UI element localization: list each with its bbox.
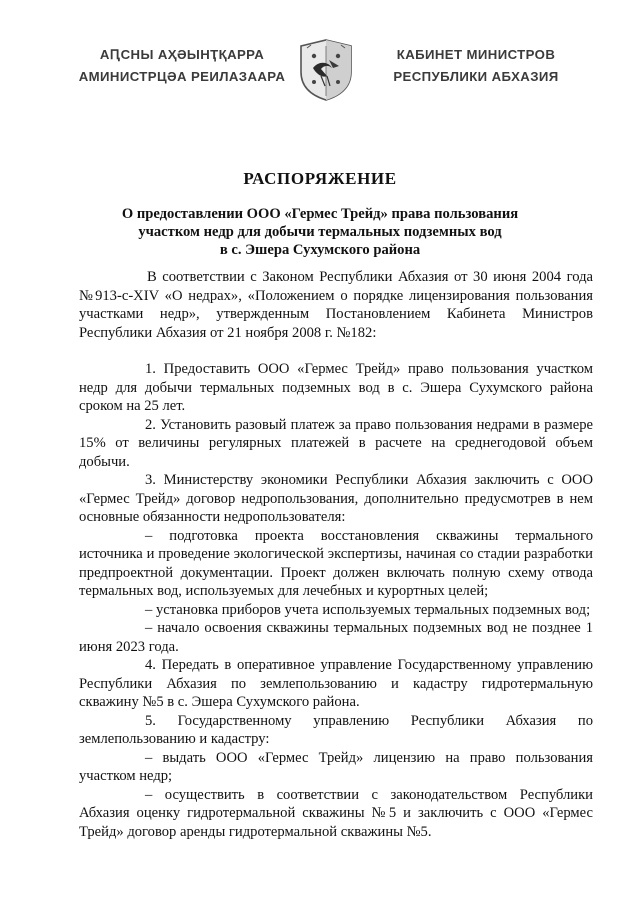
item-5-dash-1: – выдать ООО «Гермес Трейд» лицензию на право пользования участком недр; [79, 749, 593, 784]
subject-line2: участком недр для добычи термальных подземных вод [138, 224, 502, 240]
subject-line1: О предоставлении ООО «Гермес Трейд» права пользования [121, 206, 519, 222]
document-subject [120, 205, 520, 259]
header-abkhaz-title [72, 44, 292, 88]
abkhazia-coat-of-arms-icon [299, 38, 353, 102]
header-left-line2: АМИНИСТРЦӘА РЕИЛАЗААРА [78, 69, 286, 84]
subject-line3: в с. Эшера Сухумского района [219, 242, 421, 258]
document-body [79, 268, 593, 841]
item-3: 3. Министерству экономики Республики Абхазия заключить с ООО «Гермес Трейд» договор недропользования, дополнительно предусмотрев в нем основные обязанности недропользователя: [79, 472, 593, 525]
item-2: 2. Установить разовый платеж за право пользования недрами в размере 15% от величины регулярных платежей в расчете на среднегодовой объем добычи. [79, 416, 593, 470]
item-3-dash-2: – установка приборов учета используемых термальных подземных вод; [145, 601, 591, 618]
header-right-line1: КАБИНЕТ МИНИСТРОВ [396, 47, 556, 62]
item-1: 1. Предоставить ООО «Гермес Трейд» право пользования участком недр для добычи термальных подземных вод в с. Эшера Сухумского района сроком на 25 лет. [79, 361, 593, 414]
item-5-dash-2: – осуществить в соответствии с законодательством Республики Абхазия оценку гидротермальной скважины №5 и заключить с ООО «Гермес Трейд» договор аренды гидротермальной скважины №5. [79, 786, 593, 840]
document-title: РАСПОРЯЖЕНИЕ [243, 169, 397, 188]
item-5: 5. Государственному управлению Республики Абхазия по землепользованию и кадастру: [79, 712, 593, 747]
header-right-line2: РЕСПУБЛИКИ АБХАЗИЯ [393, 69, 559, 84]
header-russian-title [360, 44, 592, 88]
item-3-dash-1: – подготовка проекта восстановления скважины термального источника и проведение экологической экспертизы, начиная со стадии разработки предпроектной документации. Проект должен включать полную схему отвода термальных вод, используемых для лечебных и курортных целей; [79, 527, 593, 599]
preamble-paragraph: В соответствии с Законом Республики Абхазия от 30 июня 2004 года №913-с-XIV «О недрах», «Положением о порядке лицензирования пользования участками недр», утвержденным Постановлением Кабинета Министров Республики Абхазия от 21 ноября 2008 г. №182: [79, 269, 593, 341]
header-left-line1: АԤСНЫ АҲӘЫНҬҚАРРА [99, 47, 265, 62]
item-3-dash-3: – начало освоения скважины термальных подземных вод не позднее 1 июня 2023 года. [79, 620, 593, 655]
item-4: 4. Передать в оперативное управление Государственному управлению Республики Абхазия по землепользованию и кадастру гидротермальную скважину №5 в с. Эшера Сухумского района. [79, 657, 593, 710]
